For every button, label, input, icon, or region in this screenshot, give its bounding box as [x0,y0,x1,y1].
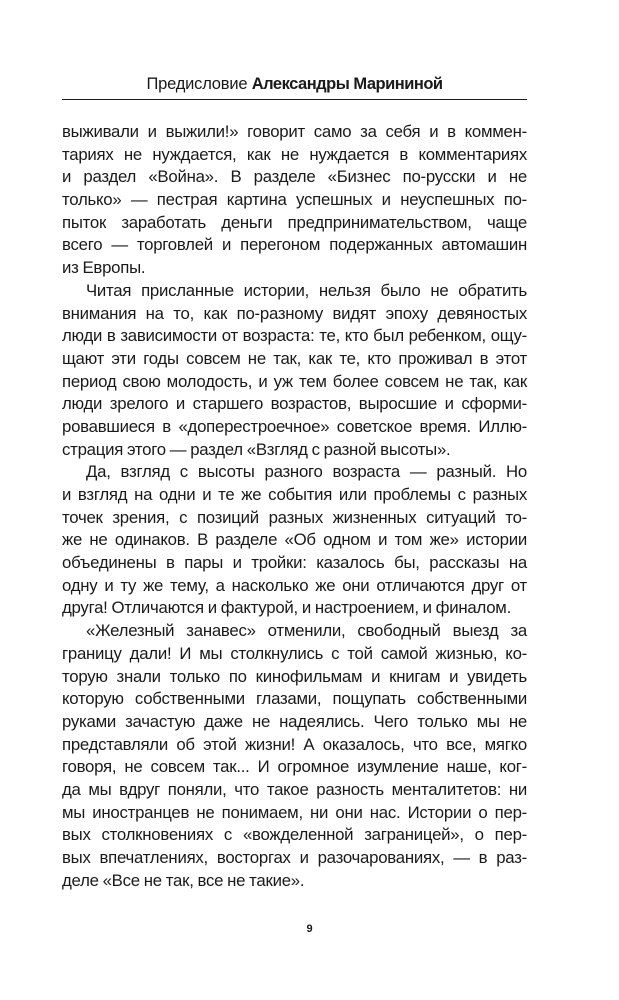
text-line: люди зрелого и старшего возрастов, выросшие и сформи- [62,394,527,414]
text-line: внимания на то, как по-разному видят эпоху девяностых [62,303,527,323]
text-line: тариях не нуждается, как не нуждается в комментариях [62,144,527,164]
running-head-title: Предисловие [146,75,248,93]
text-line: только» — пестрая картина успешных и неуспешных по- [62,190,527,210]
text-line: торую знали только по кинофильмам и книгам и увидеть [62,666,527,686]
text-line: Да, взгляд с высоты разного возраста — разный. Но [86,462,527,482]
text-line: всего — торговлей и перегоном подержанных автомашин [62,235,527,255]
text-line: период свою молодость, и уж тем более совсем не так, как [62,371,527,391]
text-line: руками зачастую даже не надеялись. Чего только мы не [62,711,527,731]
text-line: и раздел «Война». В разделе «Бизнес по-русски и не [62,167,527,187]
body-text [62,121,527,892]
text-line: деле «Все не так, все не такие». [62,870,305,890]
text-line: представляли об этой жизни! А оказалось, что все, мягко [62,734,527,754]
text-line: пыток заработать деньги предпринимательством, чаще [62,212,527,232]
text-line: вых впечатлениях, восторгах и разочарованиях, — в раз- [62,848,527,867]
text-line: страция этого — раздел «Взгляд с разной высоты». [62,439,451,459]
running-head-rule [62,99,527,100]
text-line: щают эти годы совсем не так, как те, кто проживал в этот [62,348,527,368]
running-head-author: Александры Марининой [251,75,443,93]
running-head [62,74,527,94]
text-line: границу дали! И мы столкнулись с той самой жизнью, ко- [62,643,527,663]
text-line: же не одинаков. В разделе «Об одном и том же» истории [62,530,527,550]
text-line: вых столкновениях с «вожделенной заграницей», о пер- [62,825,527,845]
text-line: которую собственными глазами, пощупать собственными [62,689,527,709]
text-line: Читая присланные истории, нельзя было не обратить [86,280,527,300]
page-number: 9 [306,923,313,935]
text-line: и взгляд на одни и те же события или проблемы с разных [62,485,527,504]
text-line: да мы вдруг поняли, что такое разность менталитетов: ни [62,779,527,799]
text-line: одну и ту же тему, а насколько же они отличаются друг от [62,575,527,595]
text-line: говоря, не совсем так... И огромное изумление наше, ког- [62,757,527,777]
text-line: из Европы. [62,258,146,278]
text-line: выживали и выжили!» говорит само за себя и в коммен- [62,122,527,141]
text-line: люди в зависимости от возраста: те, кто был ребенком, ощу- [62,326,527,346]
text-line: объединены в пары и тройки: казалось бы, рассказы на [62,553,527,573]
text-line: друга! Отличаются и фактурой, и настроением, и финалом. [62,598,511,618]
text-line: точек зрения, с позиций разных жизненных ситуаций то- [62,507,527,527]
text-line: мы иностранцев не понимаем, ни они нас. Истории о пер- [62,802,527,822]
text-line: ровавшиеся в «доперестроечное» советское время. Иллю- [62,416,527,436]
text-line: «Железный занавес» отменили, свободный выезд за [86,621,527,641]
